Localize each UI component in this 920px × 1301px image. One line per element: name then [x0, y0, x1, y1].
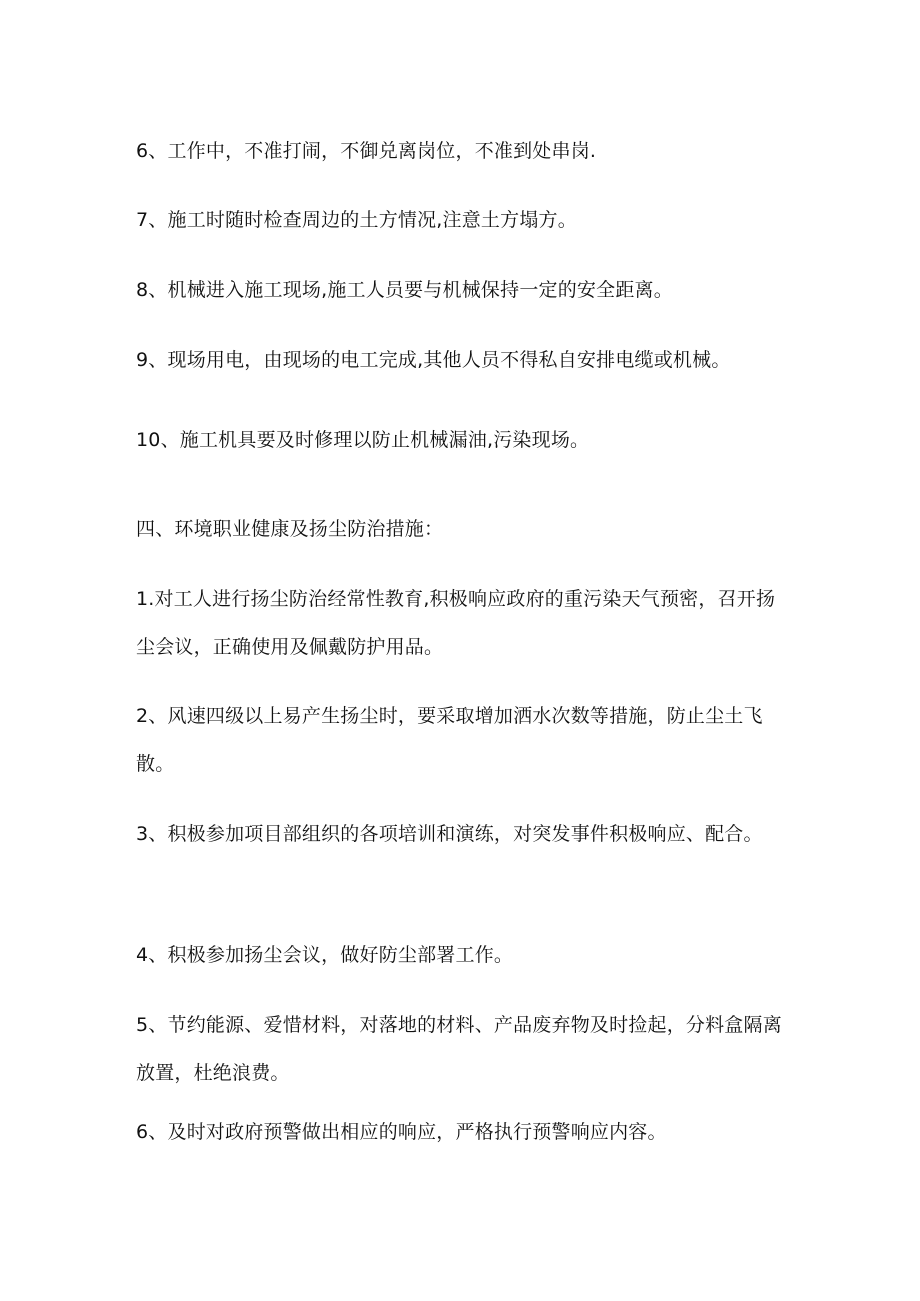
paragraph-rule-10: 10、施工机具要及时修理以防止机械漏油,污染现场。: [136, 429, 590, 451]
paragraph-measure-6: 6、及时对政府预警做出相应的响应，严格执行预警响应内容。: [136, 1121, 667, 1143]
paragraph-rule-9: 9、现场用电，由现场的电工完成,其他人员不得私自安排电缆或机械。: [136, 349, 731, 371]
paragraph-rule-7: 7、施工时随时检查周边的土方情况,注意土方塌方。: [136, 209, 577, 231]
section-heading: 四、环境职业健康及扬尘防治措施：: [136, 518, 444, 540]
paragraph-measure-5: 5、节约能源、爱惜材料，对落地的材料、产品废弃物及时捡起，分料盒隔离放置，杜绝浪费。: [136, 1014, 782, 1084]
paragraph-measure-4: 4、积极参加扬尘会议，做好防尘部署工作。: [136, 944, 514, 966]
paragraph-rule-6: 6、工作中，不准打闹，不御兑离岗位，不准到处串岗.: [136, 140, 597, 162]
paragraph-measure-2: 2、风速四级以上易产生扬尘时，要采取增加洒水次数等措施，防止尘土飞散。: [136, 705, 763, 775]
paragraph-measure-1: 1.对工人进行扬尘防治经常性教育,积极响应政府的重污染天气预密，召开扬尘会议，正确使用及佩戴防护用品。: [136, 588, 776, 658]
paragraph-rule-8: 8、机械进入施工现场,施工人员要与机械保持一定的安全距离。: [136, 279, 673, 301]
paragraph-measure-3: 3、积极参加项目部组织的各项培训和演练，对突发事件积极响应、配合。: [136, 823, 763, 845]
